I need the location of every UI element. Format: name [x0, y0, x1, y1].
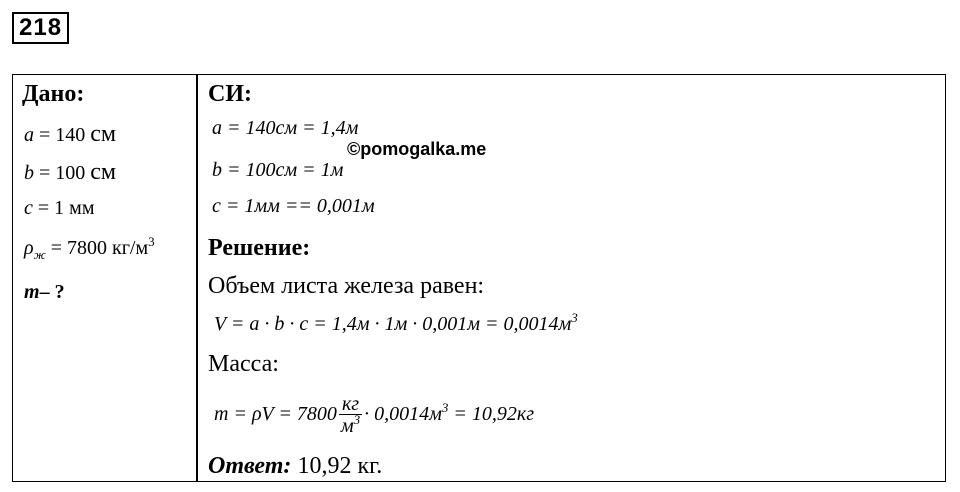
si-b: b = 100см = 1м	[212, 159, 344, 181]
given-heading: Дано:	[22, 81, 85, 107]
given-a: a = 140 см	[24, 121, 117, 147]
si-a: a = 140см = 1,4м	[212, 117, 359, 139]
si-heading: СИ:	[208, 81, 252, 107]
problem-number: 218	[12, 12, 69, 44]
mass-fraction: $\frac{кг}{м^3}$	[340, 393, 361, 437]
column-divider	[196, 74, 198, 482]
answer-line: Ответ: 10,92 кг.	[208, 453, 383, 479]
volume-text: Объем листа железа равен:	[208, 273, 485, 299]
si-c: c = 1мм == 0,001м	[212, 195, 375, 217]
solution-heading: Решение:	[208, 235, 311, 261]
watermark: ©pomogalka.me	[347, 139, 487, 159]
given-rho: $\rho_ж = 7800$ $кг/м^3$	[24, 234, 155, 262]
mass-formula: m = ρV = 7800 $\frac{кг}{м^3}$ · $0,0014м^3 = 10,92кг$	[214, 393, 535, 437]
given-c: c = 1 мм	[24, 197, 95, 219]
volume-formula: $V = a \cdot b \cdot c = 1,4м \cdot 1м \cdot 0,001м = 0,0014м^3$	[214, 310, 578, 335]
given-b: b = 100 см	[24, 159, 117, 185]
given-find: m– ?	[24, 281, 65, 303]
mass-text: Масса:	[208, 351, 279, 377]
